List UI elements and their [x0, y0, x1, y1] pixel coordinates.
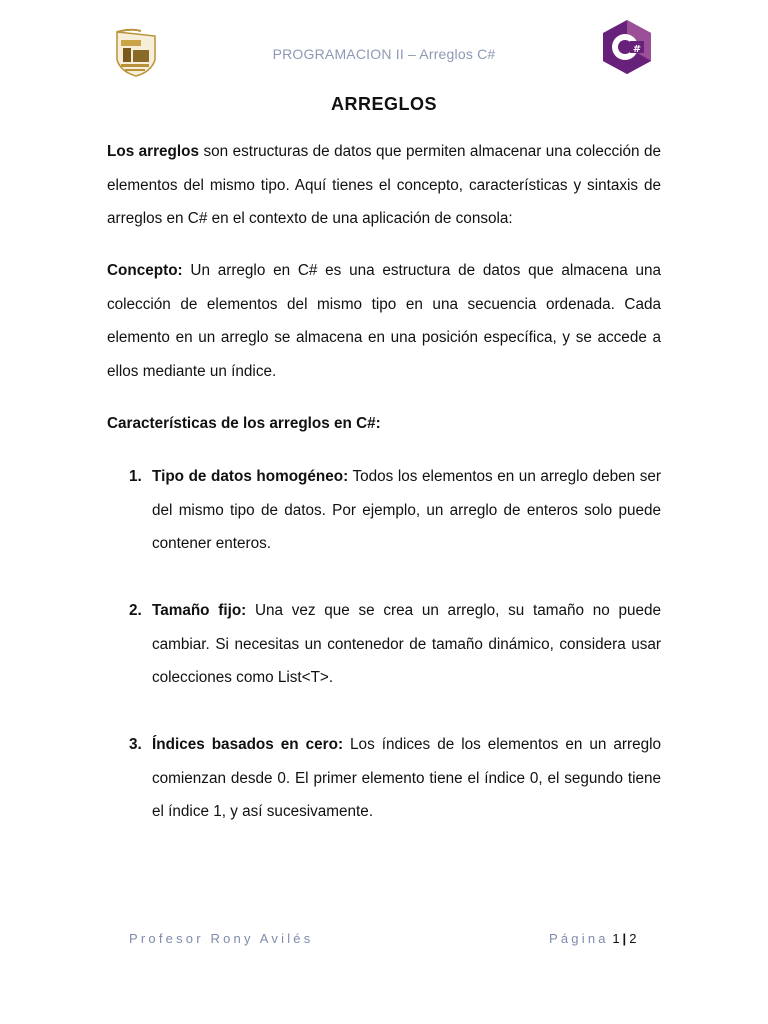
footer-page-number — [549, 931, 636, 946]
concept-text: Un arreglo en C# es una estructura de datos que almacena una colección de elementos del mismo tipo en una secuencia ordenada. Cada elemento en un arreglo se almacena en una posición específica, y se accede a ellos mediante un índice. — [107, 262, 661, 380]
page-separator: | — [622, 931, 627, 946]
list-item-bold-term: Tamaño fijo: — [152, 602, 247, 619]
intro-paragraph — [107, 135, 661, 236]
list-item-number: 3. — [129, 736, 142, 753]
document-title: ARREGLOS — [330, 94, 437, 114]
page-total: 2 — [629, 931, 637, 946]
list-item-number: 2. — [129, 602, 142, 619]
list-item-body — [152, 594, 661, 695]
intro-bold-term: Los arreglos — [107, 143, 200, 160]
page-current: 1 — [612, 931, 620, 946]
list-item-text: Una vez que se crea un arreglo, su tamaño no puede cambiar. Si necesitas un contenedor de tamaño dinámico, considera usar colecciones como List<T>. — [152, 602, 661, 687]
list-item-text: Todos los elementos en un arreglo deben ser del mismo tipo de datos. Por ejemplo, un arreglo de enteros solo puede contener enteros. — [152, 468, 661, 553]
concept-bold-term: Concepto: — [107, 262, 183, 279]
list-item-bold-term: Índices basados en cero: — [152, 736, 344, 753]
header-title: PROGRAMACION II – Arreglos C# — [272, 46, 496, 62]
institution-logo — [111, 26, 161, 78]
csharp-logo — [601, 19, 653, 75]
svg-text:#: # — [632, 44, 642, 55]
characteristics-heading: Características de los arreglos en C#: — [107, 415, 381, 432]
list-item-body — [152, 460, 661, 561]
list-item-bold-term: Tipo de datos homogéneo: — [152, 468, 349, 485]
list-item-number: 1. — [129, 468, 142, 485]
list-item-text: Los índices de los elementos en un arreglo comienzan desde 0. El primer elemento tiene el índice 0, el segundo tiene el índice 1, y así sucesivamente. — [152, 736, 662, 821]
list-item-body — [152, 728, 661, 829]
concept-paragraph — [107, 254, 661, 388]
footer-author: Profesor Rony Avilés — [129, 931, 314, 946]
page-label: Página — [549, 931, 609, 946]
intro-text: son estructuras de datos que permiten almacenar una colección de elementos del mismo tipo. Aquí tienes el concepto, características y sintaxis de arreglos en C# en el contexto de una aplicación de consola: — [107, 143, 662, 228]
